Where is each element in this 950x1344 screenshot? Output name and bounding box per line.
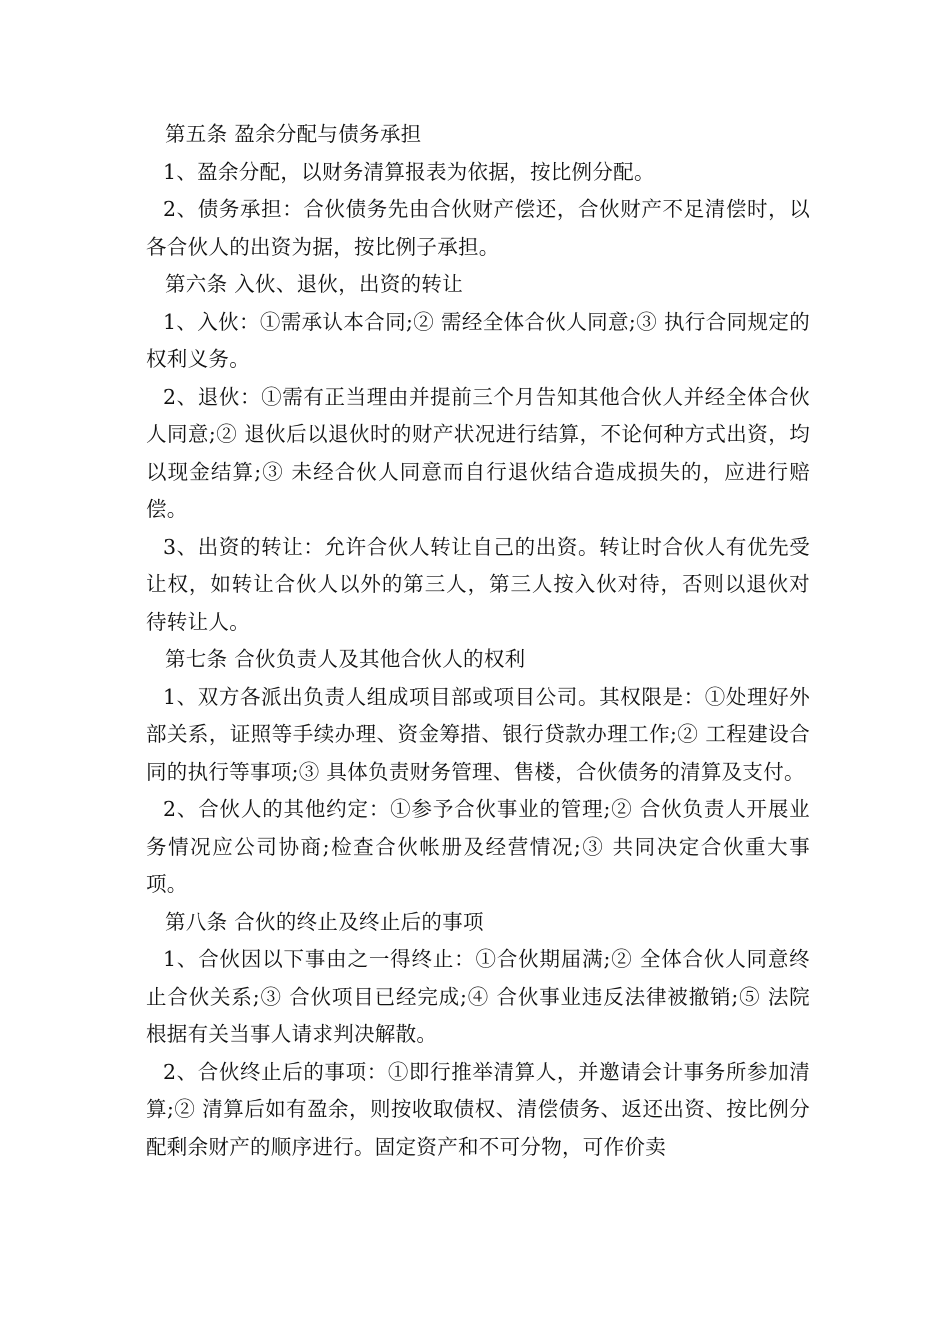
article-6-clause-3: 3、出资的转让：允许合伙人转让自己的出资。转让时合伙人有优先受让权，如转让合伙人以外的第三人，第三人按入伙对待，否则以退伙对待转让人。 bbox=[146, 534, 810, 634]
article-6-clause-1: 1、入伙：①需承认本合同;② 需经全体合伙人同意;③ 执行合同规定的权利义务。 bbox=[146, 309, 810, 371]
article-7-clause-2: 2、合伙人的其他约定：①参予合伙事业的管理;② 合伙负责人开展业务情况应公司协商;检查合伙帐册及经营情况;③ 共同决定合伙重大事项。 bbox=[146, 797, 810, 896]
article-7-clause-1: 1、双方各派出负责人组成项目部或项目公司。其权限是：①处理好外部关系，证照等手续办理、资金筹措、银行贷款办理工作;② 工程建设合同的执行等事项;③ 具体负责财务管理、售楼，合伙债务的清算及支付。 bbox=[146, 684, 810, 784]
article-8-clause-2: 2、合伙终止后的事项：①即行推举清算人，并邀请会计事务所参加清算;② 清算后如有盈余，则按收取债权、清偿债务、返还出资、按比例分配剩余财产的顺序进行。固定资产和不可分物，可作价卖 bbox=[146, 1059, 810, 1159]
article-6-clause-2: 2、退伙：①需有正当理由并提前三个月告知其他合伙人并经全体合伙人同意;② 退伙后以退伙时的财产状况进行结算，不论何种方式出资，均以现金结算;③ 未经合伙人同意而自行退伙结合造成损失的，应进行赔偿。 bbox=[146, 384, 810, 521]
article-5-clause-2: 2、债务承担：合伙债务先由合伙财产偿还，合伙财产不足清偿时，以各合伙人的出资为据，按比例子承担。 bbox=[146, 197, 810, 259]
article-5-clause-1: 1、盈余分配，以财务清算报表为依据，按比例分配。 bbox=[163, 159, 655, 184]
article-8-clause-1: 1、合伙因以下事由之一得终止：①合伙期届满;② 全体合伙人同意终止合伙关系;③ 合伙项目已经完成;④ 合伙事业违反法律被撤销;⑤ 法院根据有关当事人请求判决解散。 bbox=[146, 947, 810, 1046]
article-5-heading: 第五条 盈余分配与债务承担 bbox=[165, 122, 422, 146]
document-body bbox=[146, 116, 810, 1166]
article-6-heading: 第六条 入伙、退伙，出资的转让 bbox=[165, 272, 464, 296]
article-8-heading: 第八条 合伙的终止及终止后的事项 bbox=[165, 909, 484, 934]
article-7-heading: 第七条 合伙负责人及其他合伙人的权利 bbox=[165, 647, 526, 671]
